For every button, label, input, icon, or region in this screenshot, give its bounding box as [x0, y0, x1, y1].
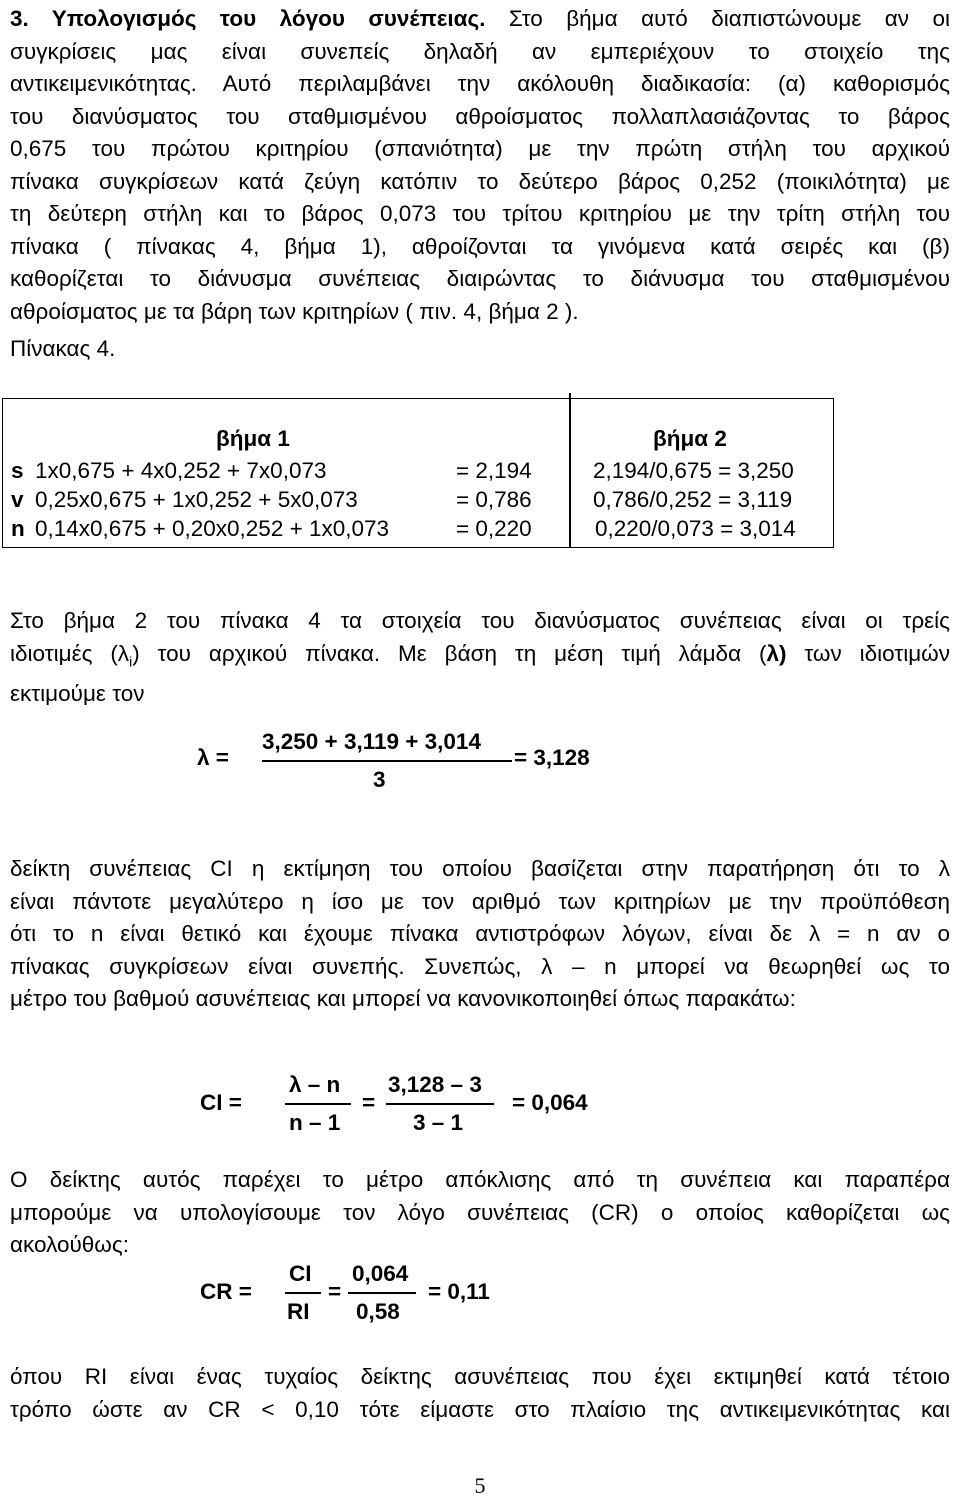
para4-line: μπορούμε να υπολογίσουμε τον λόγο συνέπειας (CR) ο οποίος καθορίζεται ως	[10, 1199, 950, 1225]
section-heading: 3. Υπολογισμός του λόγου συνέπειας.	[10, 6, 486, 31]
fraction-bar	[348, 1292, 416, 1294]
intro-line: 0,675 του πρώτου κριτηρίου (σπανιότητα) με την πρώτη στήλη του αρχικού	[10, 136, 950, 161]
paragraph-4	[10, 1164, 950, 1262]
intro-line: αθροίσματος με τα βάρη των κριτηρίων ( πιν. 4, βήμα 2 ).	[10, 298, 579, 324]
intro-line: αντικειμενικότητας. Αυτό περιλαμβάνει την ακόλουθη διαδικασία: (α) καθορισμός	[10, 71, 950, 96]
para5-line: όπου RI είναι ένας τυχαίος δείκτης ασυνέπειας που έχει εκτιμηθεί κατά τέτοιο	[10, 1364, 950, 1389]
row-label: v	[11, 487, 24, 512]
paragraph-3	[10, 853, 950, 1016]
row-expression: 0,25x0,675 + 1x0,252 + 5x0,073	[35, 487, 358, 512]
row-result: = 2,194	[456, 458, 532, 483]
intro-line: του διανύσματος του σταθμισμένου αθροίσματος πολλαπλασιάζοντας το βάρος	[10, 103, 950, 129]
row-result: = 0,220	[456, 516, 532, 541]
para2-line: ιδιοτιμές $(\lambda_i)$ του αρχικού πίνακα. Με βάση τη μέση τιμή λάμδα (λ) των ιδιοτιμών	[10, 640, 950, 669]
row-expression: 1x0,675 + 4x0,252 + 7x0,073	[35, 458, 327, 483]
step2-header: βήμα 2	[653, 426, 727, 451]
row-label: n	[11, 516, 25, 541]
para4-line: ακολούθως:	[10, 1232, 129, 1257]
table-row	[11, 516, 532, 542]
ci-lhs: CI =	[200, 1090, 242, 1115]
cr-den2: 0,58	[356, 1299, 400, 1324]
para4-line: Ο δείκτης αυτός παρέχει το μέτρο απόκλισης από τη συνέπεια και παραπέρα	[10, 1167, 950, 1192]
lambda-denominator: 3	[373, 767, 386, 792]
intro-line: πίνακα συγκρίσεων κατά ζεύγη κατόπιν το δεύτερο βάρος 0,252 (ποικιλότητα) με	[10, 168, 950, 194]
fraction-bar	[386, 1103, 494, 1105]
cr-lhs: CR =	[200, 1279, 252, 1304]
fraction-bar	[285, 1103, 351, 1105]
cr-eq1: =	[328, 1279, 342, 1304]
intro-line: τη δεύτερη στήλη και το βάρος 0,073 του τρίτου κριτηρίου με την τρίτη στήλη του	[10, 201, 950, 226]
para2-line: Στο βήμα 2 του πίνακα 4 τα στοιχεία του διανύσματος συνέπειας είναι οι τρείς	[10, 608, 950, 633]
table-row	[11, 487, 532, 513]
intro-line: 3. Υπολογισμός του λόγου συνέπειας. Στο βήμα αυτό διαπιστώνουμε αν οι	[10, 6, 950, 31]
intro-line: πίνακα ( πίνακας 4, βήμα 1), αθροίζονται τα γινόμενα κατά σειρές και (β)	[10, 233, 950, 259]
ci-den1: n – 1	[289, 1110, 341, 1135]
cr-den1: RI	[287, 1299, 310, 1324]
intro-paragraph	[10, 3, 950, 328]
row-label: s	[11, 458, 24, 483]
row-expression: 0,14x0,675 + 0,20x0,252 + 1x0,073	[35, 516, 390, 541]
fraction-bar	[285, 1292, 321, 1294]
fraction-bar	[262, 760, 512, 762]
intro-line: συγκρίσεις μας είναι συνεπείς δηλαδή αν εμπεριέχουν το στοιχείο της	[10, 38, 950, 64]
lambda-lhs: λ =	[197, 745, 229, 770]
para3-line: πίνακας συγκρίσεων είναι συνεπής. Συνεπώς, λ – n μπορεί να θεωρηθεί ως το	[10, 953, 950, 979]
table-4	[2, 398, 834, 548]
intro-line: καθορίζεται το διάνυσμα συνέπειας διαιρώντας το διάνυσμα του σταθμισμένου	[10, 266, 950, 291]
cr-rhs: = 0,11	[428, 1279, 490, 1304]
para3-line: μέτρο του βαθμού ασυνέπειας και μπορεί να κανονικοποιηθεί όπως παρακάτω:	[10, 986, 796, 1011]
column-divider	[569, 393, 571, 548]
ci-num1: λ – n	[289, 1072, 341, 1097]
row-step2: 0,786/0,252 = 3,119	[593, 487, 793, 512]
ci-rhs: = 0,064	[512, 1090, 588, 1115]
ci-eq1: =	[362, 1090, 376, 1115]
ci-num2: 3,128 – 3	[388, 1072, 482, 1097]
table-row	[11, 458, 532, 484]
para3-line: ότι το n είναι θετικό και έχουμε πίνακα αντιστρόφων λόγων, είναι δε λ = n αν ο	[10, 921, 950, 946]
paragraph-5	[10, 1361, 950, 1426]
para3-line: είναι πάντοτε μεγαλύτερο η ίσο με τον αριθμό των κριτηρίων με την προϋπόθεση	[10, 888, 950, 914]
row-step2: 0,220/0,073 = 3,014	[595, 516, 796, 541]
para2-line: εκτιμούμε τον	[10, 680, 145, 706]
paragraph-2	[10, 605, 950, 710]
lambda-numerator: 3,250 + 3,119 + 3,014	[262, 729, 481, 754]
row-result: = 0,786	[456, 487, 532, 512]
cr-num2: 0,064	[352, 1261, 409, 1286]
table-caption: Πίνακας 4.	[10, 336, 116, 361]
page-number: 5	[474, 1473, 486, 1498]
row-step2: 2,194/0,675 = 3,250	[593, 458, 794, 483]
para3-line: δείκτη συνέπειας CI η εκτίμηση του οποίου βασίζεται στην παρατήρηση ότι το λ	[10, 856, 950, 881]
lambda-rhs: = 3,128	[514, 745, 590, 770]
cr-num1: CI	[289, 1261, 312, 1286]
para5-line: τρόπο ώστε αν CR < 0,10 τότε είμαστε στο πλαίσιο της αντικειμενικότητας και	[10, 1396, 950, 1422]
step1-header: βήμα 1	[216, 426, 290, 451]
ci-den2: 3 – 1	[413, 1110, 464, 1135]
